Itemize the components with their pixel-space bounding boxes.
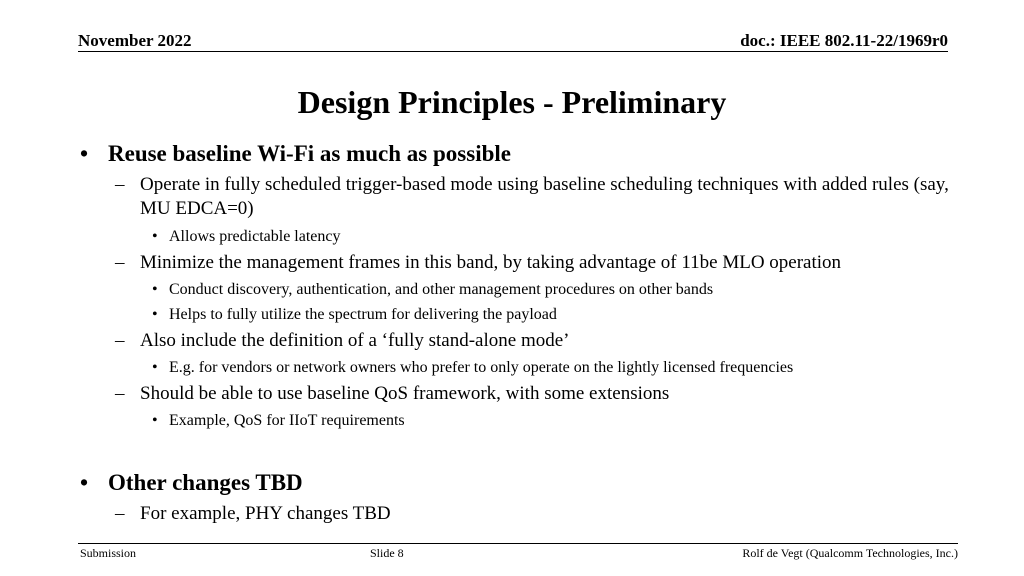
- sub-sub-bullet-latency: [80, 226, 960, 247]
- bullet-dot-icon: •: [152, 228, 158, 245]
- footer-divider: [78, 543, 958, 544]
- sub-bullet-text: Also include the definition of a ‘fully stand-alone mode’: [140, 330, 570, 351]
- dash-icon: –: [115, 503, 125, 524]
- bullet-dot-icon: •: [152, 306, 158, 323]
- sub-bullet-minimize-mgmt: [80, 251, 960, 275]
- sub-bullet-phy-changes: [80, 502, 960, 526]
- sub-bullet-text: For example, PHY changes TBD: [140, 503, 391, 524]
- bullet-other-changes: [80, 469, 960, 497]
- footer-submission: Submission: [80, 546, 137, 560]
- header-divider: [78, 51, 948, 52]
- sub-bullet-qos: [80, 382, 960, 406]
- slide-title: Design Principles - Preliminary: [297, 84, 727, 120]
- bullet-text: Reuse baseline Wi-Fi as much as possible: [108, 141, 511, 166]
- sub-sub-bullet-discovery: [80, 279, 960, 300]
- header-date: November 2022: [78, 31, 192, 50]
- dash-icon: –: [115, 383, 125, 404]
- bullet-dot-icon: •: [152, 281, 158, 298]
- sub-sub-bullet-text: Conduct discovery, authentication, and other management procedures on other bands: [169, 281, 714, 298]
- dash-icon: –: [115, 174, 125, 195]
- sub-sub-bullet-text: E.g. for vendors or network owners who prefer to only operate on the lightly licensed frequencies: [169, 359, 794, 376]
- sub-bullet-standalone: [80, 329, 960, 353]
- footer-author: Rolf de Vegt (Qualcomm Technologies, Inc.): [742, 546, 958, 560]
- bullet-dot-icon: •: [152, 359, 158, 376]
- sub-sub-bullet-spectrum: [80, 304, 960, 325]
- bullet-reuse-baseline: [80, 140, 960, 168]
- sub-sub-bullet-vendors: [80, 357, 960, 378]
- dash-icon: –: [115, 252, 125, 273]
- sub-bullet-text: Minimize the management frames in this band, by taking advantage of 11be MLO operation: [140, 252, 842, 273]
- bullet-dot-icon: •: [80, 470, 89, 495]
- bullet-dot-icon: •: [152, 412, 158, 429]
- sub-sub-bullet-text: Example, QoS for IIoT requirements: [169, 412, 405, 429]
- bullet-text: Other changes TBD: [108, 470, 303, 495]
- dash-icon: –: [115, 330, 125, 351]
- footer-slide-number: Slide 8: [370, 546, 404, 560]
- bullet-dot-icon: •: [80, 141, 89, 166]
- header-doc-id: doc.: IEEE 802.11-22/1969r0: [740, 31, 948, 50]
- sub-sub-bullet-text: Allows predictable latency: [169, 228, 341, 245]
- sub-bullet-scheduled-mode: [80, 173, 960, 221]
- sub-bullet-text: Should be able to use baseline QoS framework, with some extensions: [140, 383, 670, 404]
- sub-sub-bullet-text: Helps to fully utilize the spectrum for delivering the payload: [169, 306, 557, 323]
- sub-bullet-text: Operate in fully scheduled trigger-based mode using baseline scheduling techniques with added rules (say, MU EDCA=0): [140, 174, 949, 219]
- sub-sub-bullet-iiot: [80, 410, 960, 431]
- slide-content: [80, 140, 960, 526]
